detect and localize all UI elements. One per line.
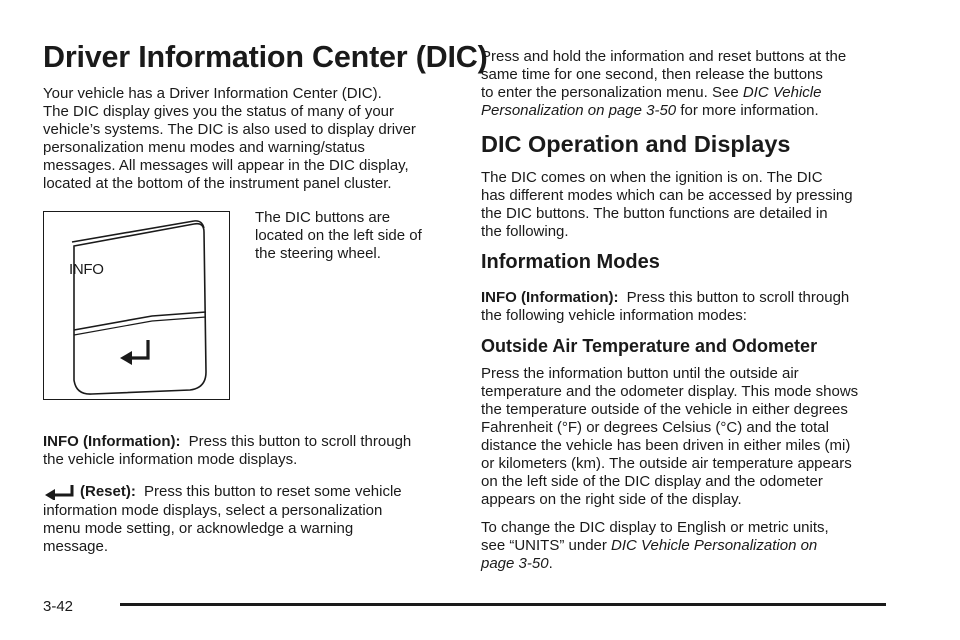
section-heading-information-modes: Information Modes bbox=[481, 251, 660, 273]
info-button-label: INFO bbox=[69, 261, 104, 278]
caption-line: the steering wheel. bbox=[255, 245, 381, 262]
reset-definition-line: menu mode setting, or acknowledge a warning bbox=[43, 520, 354, 537]
body-line: Fahrenheit (°F) or degrees Celsius (°C) and the total bbox=[481, 419, 829, 436]
body-line: distance the vehicle has been driven in either miles (mi) bbox=[481, 437, 851, 454]
body-line: To change the DIC display to English or metric units, bbox=[481, 519, 829, 536]
intro-line: located at the bottom of the instrument panel cluster. bbox=[43, 175, 392, 192]
footer-rule bbox=[120, 603, 886, 606]
reset-arrow-icon bbox=[120, 340, 148, 365]
info-definition: Press this button to scroll through bbox=[188, 433, 412, 450]
body-line: or kilometers (km). The outside air temperature appears bbox=[481, 455, 852, 472]
body-line: Press and hold the information and reset buttons at the bbox=[481, 48, 847, 65]
body-line: appears on the right side of the display. bbox=[481, 491, 742, 508]
reset-symbol-icon bbox=[43, 484, 77, 500]
reset-definition-line: message. bbox=[43, 538, 109, 555]
body-line: same time for one second, then release the buttons bbox=[481, 66, 823, 83]
section-heading-dic-operation: DIC Operation and Displays bbox=[481, 131, 791, 157]
cross-reference-link[interactable]: Personalization on page 3-50 bbox=[481, 102, 677, 119]
cross-reference-link[interactable]: page 3-50 bbox=[481, 555, 549, 572]
caption-line: The DIC buttons are bbox=[255, 209, 391, 226]
reset-definition: Press this button to reset some vehicle bbox=[144, 483, 402, 500]
body-line: the DIC buttons. The button functions are detailed in bbox=[481, 205, 828, 222]
intro-line: messages. All messages will appear in the DIC display, bbox=[43, 157, 409, 174]
info-definition-line: the following vehicle information modes: bbox=[481, 307, 747, 324]
cross-reference-link[interactable]: DIC Vehicle bbox=[742, 84, 822, 101]
info-term: INFO (Information): bbox=[43, 433, 181, 450]
body-line: temperature and the odometer display. This mode shows bbox=[481, 383, 859, 400]
intro-line: Your vehicle has a Driver Information Center (DIC). bbox=[43, 85, 382, 102]
body-text: see “UNITS” under bbox=[481, 537, 607, 554]
page-number: 3-42 bbox=[43, 598, 74, 615]
dic-buttons-figure bbox=[43, 211, 230, 400]
body-line: Press the information button until the outside air bbox=[481, 365, 799, 382]
body-text: for more information. bbox=[680, 102, 819, 119]
body-line: The DIC comes on when the ignition is on. The DIC bbox=[481, 169, 823, 186]
reset-definition-line: information mode displays, select a personalization bbox=[43, 502, 383, 519]
body-line: has different modes which can be accessed by pressing bbox=[481, 187, 853, 204]
body-text: . bbox=[548, 555, 553, 572]
info-term: INFO (Information): bbox=[481, 289, 619, 306]
cross-reference-link[interactable]: DIC Vehicle Personalization on bbox=[611, 537, 818, 554]
caption-line: located on the left side of bbox=[255, 227, 422, 244]
body-line: on the left side of the DIC display and the odometer bbox=[481, 473, 823, 490]
info-definition-line: the vehicle information mode displays. bbox=[43, 451, 298, 468]
reset-term: (Reset): bbox=[80, 483, 136, 500]
section-heading-outside-air: Outside Air Temperature and Odometer bbox=[481, 336, 818, 356]
body-text: to enter the personalization menu. See bbox=[481, 84, 739, 101]
intro-line: vehicle’s systems. The DIC is also used to display driver bbox=[43, 121, 416, 138]
intro-line: personalization menu modes and warning/status bbox=[43, 139, 365, 156]
info-definition: Press this button to scroll through bbox=[626, 289, 850, 306]
steering-button-illustration bbox=[44, 212, 231, 401]
page-title: Driver Information Center (DIC) bbox=[43, 40, 488, 74]
intro-line: The DIC display gives you the status of many of your bbox=[43, 103, 394, 120]
body-line: the following. bbox=[481, 223, 569, 240]
body-line: the temperature outside of the vehicle in either degrees bbox=[481, 401, 848, 418]
